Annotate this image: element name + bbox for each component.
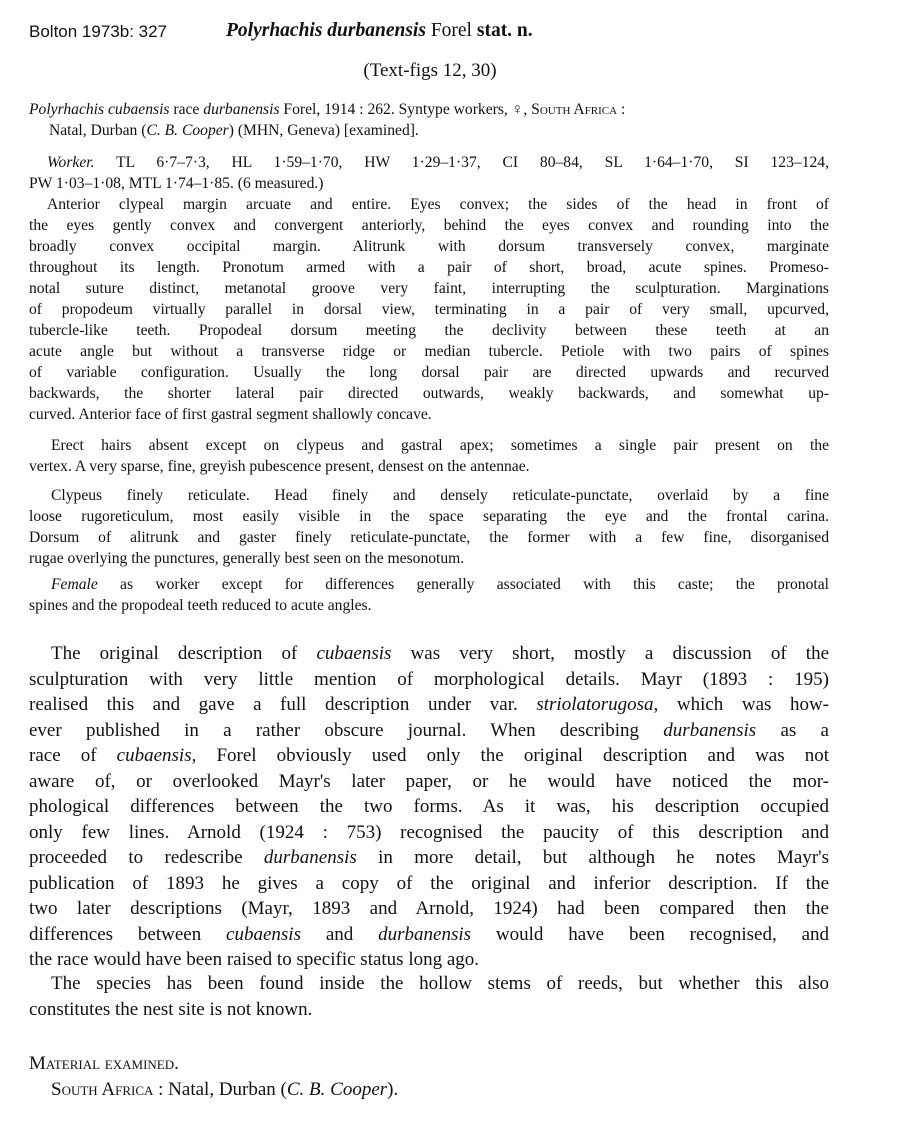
- discussion-line: publication of 1893 he gives a copy of the original and inferior description. If the: [29, 872, 829, 894]
- worker-line: curved. Anterior face of first gastral segment shallowly concave.: [29, 406, 432, 423]
- worker-line: of propodeum virtually parallel in dorsal view, terminating in a pair of very small, upcurved,: [29, 301, 829, 318]
- material-end: ).: [387, 1078, 399, 1100]
- text-run: , Forel obviously used only the original description and was not: [191, 745, 829, 766]
- habitat-line: constitutes the nest site is not known.: [29, 998, 313, 1020]
- material-locality: : Natal, Durban (: [153, 1078, 287, 1100]
- syn-locality: Natal, Durban (: [49, 122, 147, 139]
- worker-description: [29, 152, 829, 425]
- sculpture-line: Clypeus finely reticulate. Head finely and densely reticulate-punctate, overlaid by a fine: [51, 487, 829, 504]
- text-run: and: [300, 923, 379, 945]
- text-run: cubaensis: [116, 745, 192, 766]
- female-label: Female: [51, 576, 98, 593]
- female-line-2: spines and the propodeal teeth reduced to acute angles.: [29, 597, 372, 614]
- worker-line: acute angle but without a transverse ridge or median tubercle. Petiole with two pairs of spines: [29, 343, 829, 360]
- figure-reference: (Text-figs 12, 30): [363, 60, 497, 81]
- material-heading: Material examined.: [29, 1053, 179, 1074]
- sculpture-line: Dorsum of alitrunk and gaster finely reticulate-punctate, the former with a few fine, disorganised: [29, 529, 829, 546]
- text-run: ever published in a rather obscure journal. When describing: [29, 719, 664, 741]
- page-header: [29, 20, 889, 46]
- text-run: The original description of: [51, 643, 317, 664]
- text-run: durbanensis: [378, 923, 472, 945]
- sculpture-line: rugae overlying the punctures, generally best seen on the mesonotum.: [29, 550, 465, 567]
- text-run: proceeded to redescribe: [29, 847, 264, 868]
- material-collector: C. B. Cooper: [286, 1078, 388, 1100]
- text-run: in more detail, but although he notes Mayr's: [356, 847, 829, 868]
- worker-line: the eyes gently convex and convergent anteriorly, behind the eyes convex and rounding into the: [29, 217, 829, 234]
- worker-line: Anterior clypeal margin arcuate and entire. Eyes convex; the sides of the head in front of: [47, 196, 829, 213]
- habitat-line: The species has been found inside the hollow stems of reeds, but whether this also: [51, 973, 829, 994]
- worker-label: Worker.: [47, 154, 95, 171]
- sculpture-line: loose rugoreticulum, most easily visible in the space separating the eye and the frontal carina.: [29, 508, 829, 525]
- species-title: [226, 20, 533, 42]
- worker-measurements-2: PW 1·03–1·08, MTL 1·74–1·85. (6 measured.): [29, 175, 324, 192]
- worker-line: backwards, the shorter lateral pair directed outwards, weakly backwards, and somewhat up-: [29, 385, 829, 402]
- pilosity-description: [29, 435, 829, 477]
- text-run: durbanensis: [263, 847, 357, 868]
- sculpture-description: [29, 485, 829, 569]
- female-description: [29, 574, 829, 616]
- material-country: South Africa: [51, 1078, 154, 1100]
- worker-line: tubercle-like teeth. Propodeal dorsum meeting the declivity between these teeth at an: [29, 322, 829, 339]
- worker-line: notal suture distinct, metanotal groove very faint, interrupting the sculpturation. Marginations: [29, 280, 829, 297]
- text-run: would have been recognised, and: [471, 923, 829, 945]
- text-run: race of: [29, 745, 117, 766]
- syn-collector: C. B. Cooper: [146, 122, 229, 139]
- text-run: cubaensis: [226, 923, 301, 945]
- text-run: differences between: [29, 923, 227, 945]
- text-run: , which was how-: [653, 694, 830, 715]
- worker-line: of variable configuration. Usually the long dorsal pair are directed upwards and recurved: [29, 364, 829, 381]
- text-run: realised this and gave a full description under var.: [29, 694, 537, 715]
- discussion-line: two later descriptions (Mayr, 1893 and Arnold, 1924) had been compared then the: [29, 898, 829, 919]
- syn-rank: race: [173, 101, 200, 118]
- material-examined: [29, 1051, 829, 1102]
- syn-details: Forel, 1914 : 262. Syntype workers, ♀,: [283, 101, 532, 118]
- text-run: was very short, mostly a discussion of the: [391, 643, 829, 664]
- taxon-status: stat. n.: [476, 20, 533, 41]
- pilosity-line: Erect hairs absent except on clypeus and gastral apex; sometimes a single pair present on the: [51, 437, 829, 454]
- pilosity-line: vertex. A very sparse, fine, greyish pubescence present, densest on the antennae.: [29, 458, 530, 475]
- syn-colon: :: [617, 101, 626, 118]
- discussion-line: phological differences between the two forms. As it was, his description occupied: [29, 796, 829, 817]
- worker-line: throughout its length. Pronotum armed with a pair of short, broad, acute spines. Promeso-: [29, 259, 829, 276]
- discussion-line: only few lines. Arnold (1924 : 753) recognised the paucity of this description and: [29, 821, 829, 843]
- discussion-line: aware of, or overlooked Mayr's later paper, or he would have noticed the mor-: [29, 770, 829, 792]
- discussion-line: the race would have been raised to specific status long ago.: [29, 949, 480, 970]
- text-run: durbanensis: [663, 719, 757, 741]
- female-line-1: as worker except for differences generally associated with this caste; the pronotal: [97, 576, 829, 593]
- discussion-paragraph: [29, 641, 829, 973]
- taxon-name: Polyrhachis durbanensis: [226, 20, 426, 41]
- text-run: cubaensis: [316, 643, 392, 664]
- taxon-author: Forel: [430, 20, 472, 41]
- text-run: as a: [756, 719, 829, 741]
- syn-epithet: durbanensis: [203, 101, 280, 118]
- discussion-line: sculpturation with very little mention of morphological details. Mayr (1893 : 195): [29, 668, 829, 690]
- worker-measurements-1: TL 6·7–7·3, HL 1·59–1·70, HW 1·29–1·37, CI 80–84, SL 1·64–1·70, SI 123–124,: [116, 154, 829, 171]
- worker-line: broadly convex occipital margin. Alitrunk with dorsum transversely convex, marginate: [29, 238, 829, 255]
- citation: Bolton 1973b: 327: [29, 22, 168, 41]
- text-run: striolatorugosa: [536, 694, 654, 715]
- synonymy-entry: [29, 99, 829, 141]
- syn-country: South Africa: [531, 101, 618, 118]
- syn-repository: ) (MHN, Geneva) [examined].: [228, 122, 419, 139]
- habitat-paragraph: [29, 971, 829, 1022]
- syn-genus-species: Polyrhachis cubaensis: [29, 101, 170, 118]
